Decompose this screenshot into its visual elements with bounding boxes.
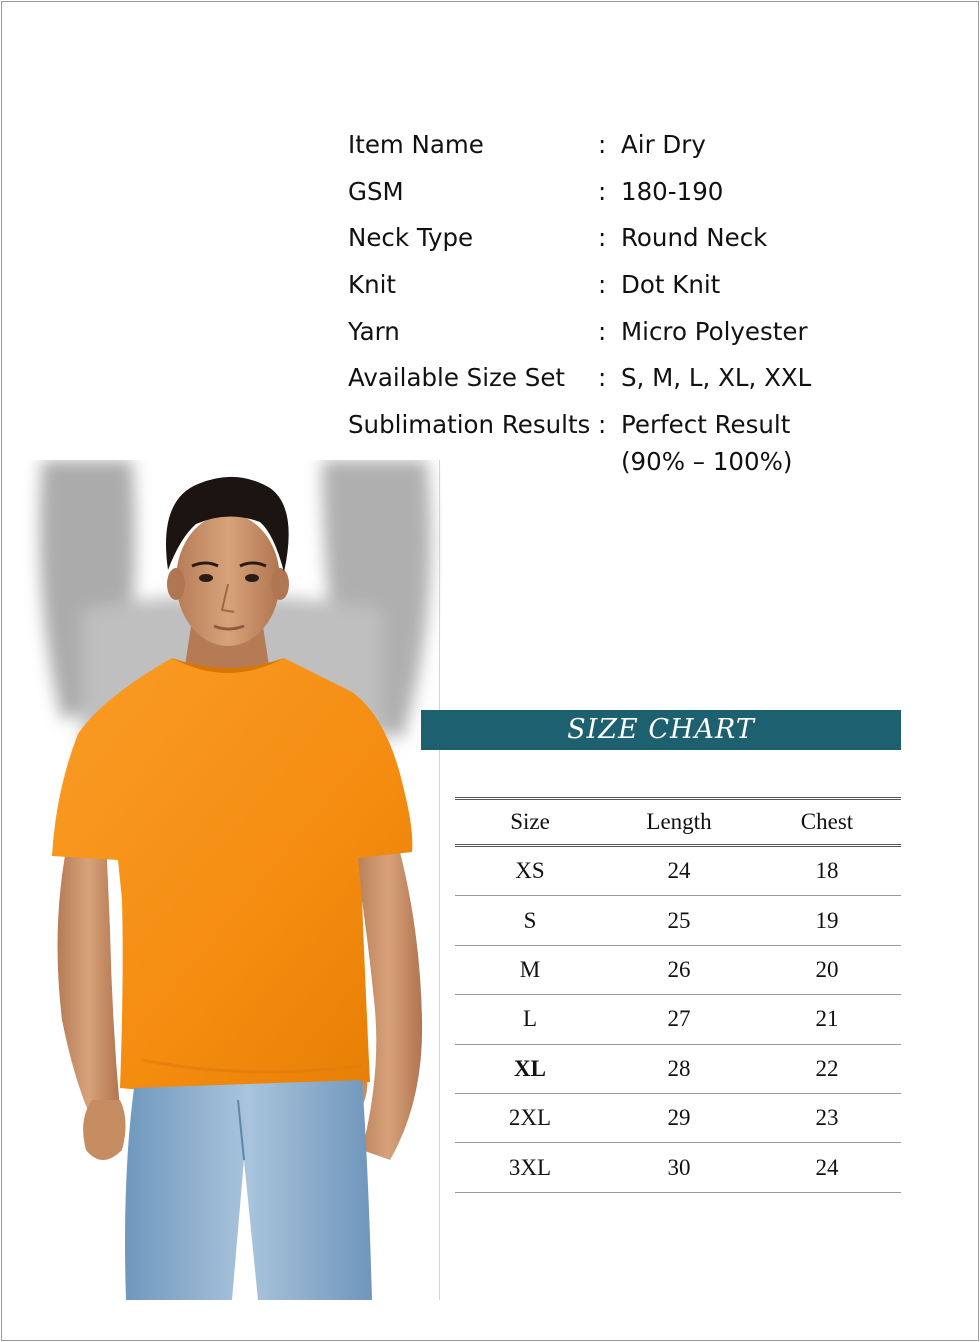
spec-row-item-name (348, 122, 848, 169)
chest-cell: 23 (753, 1093, 901, 1142)
spec-row-available-size-set (348, 355, 848, 402)
length-cell: 24 (605, 846, 753, 896)
table-row (455, 1044, 901, 1093)
spec-list (348, 122, 848, 477)
size-cell: 2XL (455, 1093, 605, 1142)
size-chart-table (455, 797, 901, 1193)
spec-row-yarn (348, 309, 848, 356)
spec-label: Knit (348, 270, 397, 300)
spec-value: Dot Knit (621, 270, 721, 300)
header-length: Length (646, 809, 712, 834)
spec-value: Round Neck (621, 223, 768, 253)
spec-value: Air Dry (621, 130, 706, 159)
length-cell: 28 (605, 1044, 753, 1093)
size-cell: S (455, 896, 605, 945)
chest-cell: 24 (753, 1143, 901, 1192)
length-cell: 29 (605, 1093, 753, 1142)
size-cell: 3XL (455, 1143, 605, 1192)
spec-label: Sublimation Results (348, 410, 591, 440)
spec-label: Available Size Set (348, 363, 565, 393)
spec-separator: : (598, 176, 607, 206)
spec-separator: : (598, 316, 607, 346)
size-chart-banner (421, 710, 901, 750)
spec-separator: : (598, 223, 607, 253)
length-cell: 26 (605, 945, 753, 994)
length-cell: 27 (605, 995, 753, 1044)
size-cell: L (455, 995, 605, 1044)
spec-value: 180-190 (621, 176, 724, 206)
chest-cell: 21 (753, 995, 901, 1044)
spec-row-gsm (348, 169, 848, 216)
chest-cell: 18 (753, 846, 901, 896)
spec-label: Neck Type (348, 223, 474, 253)
spec-value: S, M, L, XL, XXL (621, 363, 812, 393)
chest-cell: 20 (753, 945, 901, 994)
header-chest: Chest (800, 809, 854, 834)
header-size: Size (510, 809, 550, 834)
size-chart-title: SIZE CHART (567, 714, 755, 745)
spec-value: Micro Polyester (621, 316, 808, 346)
table-header-row (455, 799, 901, 846)
spec-label: Item Name (348, 130, 484, 159)
table-row (455, 1143, 901, 1192)
spec-label: Yarn (348, 316, 400, 346)
spec-separator: : (598, 270, 607, 300)
spec-separator: : (598, 130, 607, 159)
photo-divider (439, 460, 440, 1300)
chest-cell: 22 (753, 1044, 901, 1093)
spec-row-knit (348, 262, 848, 309)
size-cell: XS (455, 846, 605, 896)
spec-label: GSM (348, 176, 404, 206)
size-cell: XL (455, 1044, 605, 1093)
spec-row-neck-type (348, 215, 848, 262)
table-row (455, 846, 901, 896)
length-cell: 25 (605, 896, 753, 945)
spec-value: Perfect Result (90% – 100%) (621, 410, 793, 477)
spec-separator: : (598, 410, 607, 440)
size-cell: M (455, 945, 605, 994)
chest-cell: 19 (753, 896, 901, 945)
table-row (455, 995, 901, 1044)
table-row (455, 1093, 901, 1142)
length-cell: 30 (605, 1143, 753, 1192)
table-row (455, 896, 901, 945)
spec-separator: : (598, 363, 607, 393)
spec-row-sublimation-results (348, 402, 848, 477)
model-photo (22, 460, 442, 1300)
table-row (455, 945, 901, 994)
